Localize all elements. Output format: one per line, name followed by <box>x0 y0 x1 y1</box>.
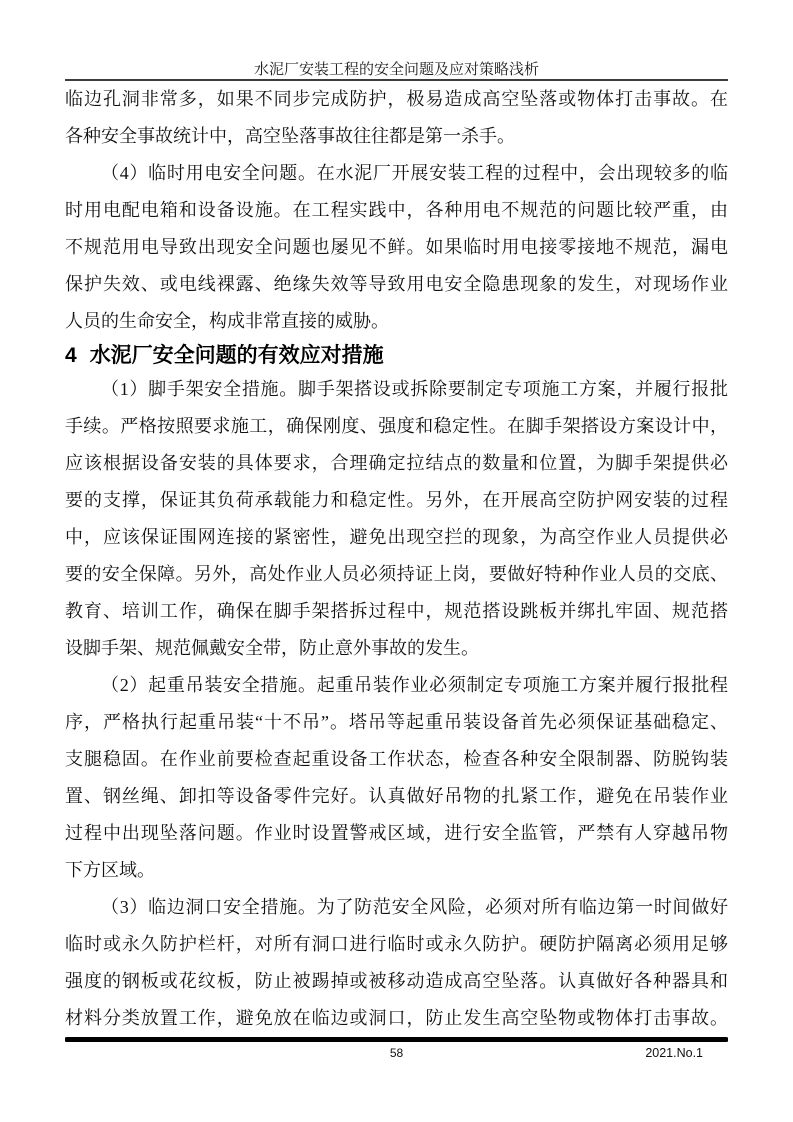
footer-rule <box>65 1037 728 1042</box>
paragraph-line: 设脚手架、规范佩戴安全带，防止意外事故的发生。 <box>65 638 479 658</box>
paragraph-line: （4）临时用电安全问题。在水泥厂开展安装工程的过程中，会出现较多的临 <box>101 163 728 183</box>
paragraph-line: 序，严格执行起重吊装“十不吊”。塔吊等起重吊装设备首先必须保证基础稳定、 <box>65 712 728 732</box>
paragraph-line: 人员的生命安全，构成非常直接的威胁。 <box>65 311 389 331</box>
paragraph-line: 要的安全保障。另外，高处作业人员必须持证上岗，要做好特种作业人员的交底、 <box>65 564 728 584</box>
paragraph-line: 保护失效、或电线裸露、绝缘失效等导致用电安全隐患现象的发生，对现场作业 <box>65 274 728 294</box>
paragraph <box>65 155 728 340</box>
paragraph-line: 支腿稳固。在作业前要检查起重设备工作状态，检查各种安全限制器、防脱钩装 <box>65 749 728 769</box>
paragraph-line: 过程中出现坠落问题。作业时设置警戒区域，进行安全监管，严禁有人穿越吊物 <box>65 823 728 843</box>
paragraph-line: 要的支撑，保证其负荷承载能力和稳定性。另外，在开展高空防护网安装的过程 <box>65 490 728 510</box>
paragraph <box>65 81 728 155</box>
paragraph-line: 教育、培训工作，确保在脚手架搭拆过程中，规范搭设跳板并绑扎牢固、规范搭 <box>65 601 728 621</box>
paragraph-line: 不规范用电导致出现安全问题也屡见不鲜。如果临时用电接零接地不规范，漏电 <box>65 237 728 257</box>
paragraph-line: 手续。严格按照要求施工，确保刚度、强度和稳定性。在脚手架搭设方案设计中， <box>65 416 728 436</box>
paragraph-line: （2）起重吊装安全措施。起重吊装作业必须制定专项施工方案并履行报批程 <box>101 675 728 695</box>
paragraph-line: 临边孔洞非常多，如果不同步完成防护，极易造成高空坠落或物体打击事故。在 <box>65 89 728 109</box>
section-heading <box>65 340 728 371</box>
paragraph-line: 置、钢丝绳、卸扣等设备零件完好。认真做好吊物的扎紧工作，避免在吊装作业 <box>65 786 728 806</box>
paragraph <box>65 667 728 889</box>
paragraph-line: （3）临边洞口安全措施。为了防范安全风险，必须对所有临边第一时间做好 <box>101 897 728 917</box>
issue-number: 2021.No.1 <box>645 1046 703 1060</box>
running-header-title: 水泥厂安装工程的安全问题及应对策略浅析 <box>253 62 539 78</box>
paragraph-line: 时用电配电箱和设备设施。在工程实践中，各种用电不规范的问题比较严重，由 <box>65 200 728 220</box>
section-heading-number: 4 <box>65 344 77 367</box>
page-number: 58 <box>389 1046 404 1060</box>
paragraph-line: 临时或永久防护栏杆，对所有洞口进行临时或永久防护。硬防护隔离必须用足够 <box>65 934 728 954</box>
paragraph-line: （1）脚手架安全措施。脚手架搭设或拆除要制定专项施工方案，并履行报批 <box>101 379 728 399</box>
section-heading-text: 水泥厂安全问题的有效应对措施 <box>89 344 384 367</box>
paragraph-line: 材料分类放置工作，避免放在临边或洞口，防止发生高空坠物或物体打击事故。 <box>65 1008 728 1028</box>
paragraph-line: 中，应该保证围网连接的紧密性，避免出现空拦的现象，为高空作业人员提供必 <box>65 527 728 547</box>
paragraph-line: 各种安全事故统计中，高空坠落事故往往都是第一杀手。 <box>65 126 515 146</box>
document-body <box>65 81 728 1037</box>
content-column <box>65 0 728 1062</box>
page-footer <box>65 1046 728 1062</box>
paragraph-line: 下方区域。 <box>65 860 155 880</box>
paragraph-line: 应该根据设备安装的具体要求，合理确定拉结点的数量和位置，为脚手架提供必 <box>65 453 728 473</box>
paragraph-line: 强度的钢板或花纹板，防止被踢掉或被移动造成高空坠落。认真做好各种器具和 <box>65 971 728 991</box>
paragraph <box>65 889 728 1037</box>
paragraph <box>65 371 728 667</box>
